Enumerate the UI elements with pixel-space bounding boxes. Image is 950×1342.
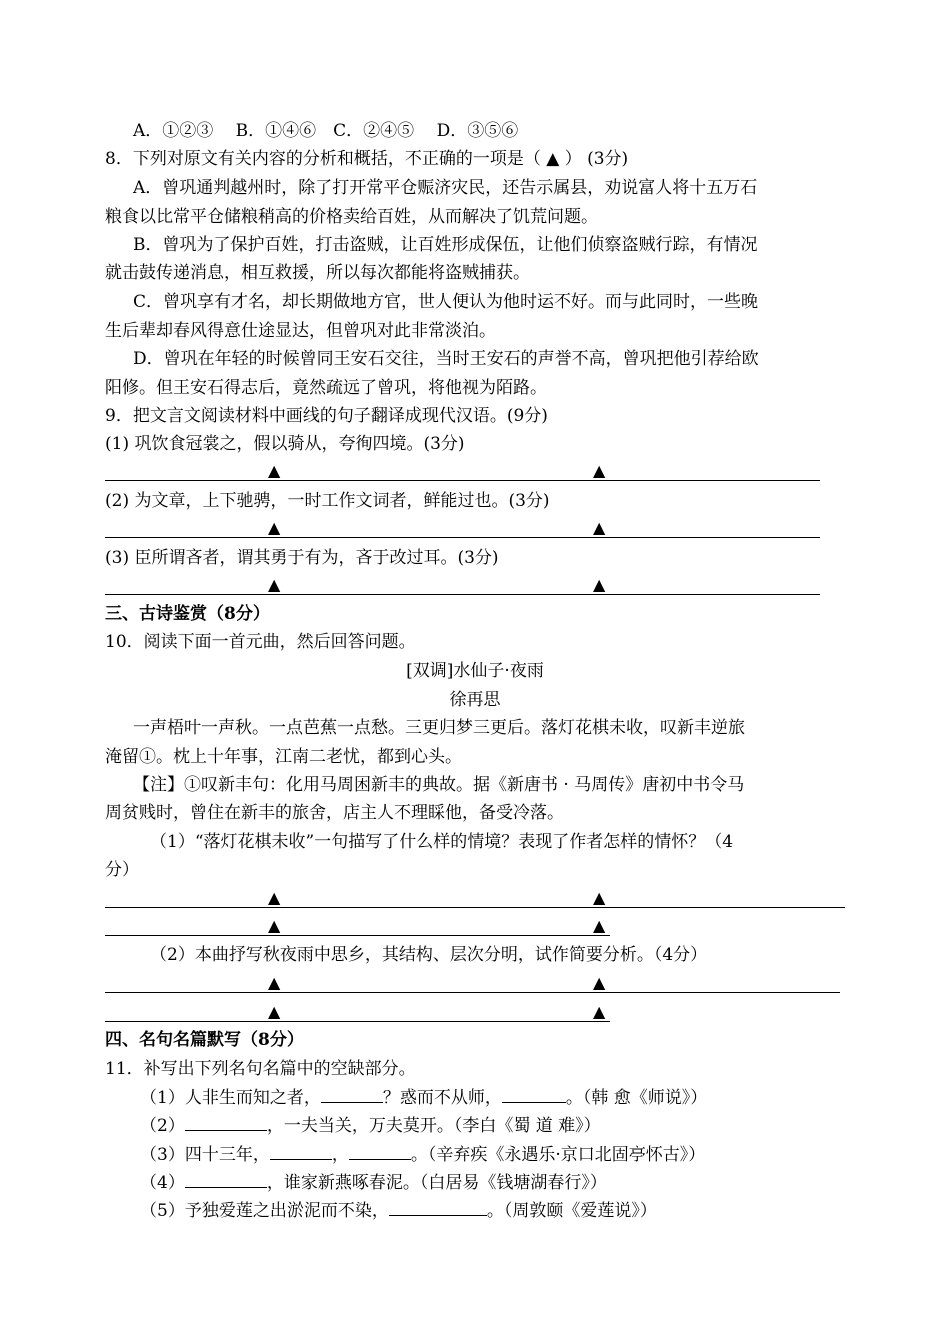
fill-blank[interactable] — [389, 1199, 487, 1216]
section-3-heading: 三、古诗鉴赏（8分） — [105, 604, 270, 624]
answer-line[interactable] — [105, 480, 820, 481]
answer-line[interactable] — [105, 907, 845, 908]
note-line-2: 周贫贱时，曾住在新丰的旅舍，店主人不理睬他，备受冷落。 — [105, 803, 564, 823]
note-line-1: 【注】①叹新丰句：化用马周困新丰的典故。据《新唐书 · 马周传》唐初中书令马 — [133, 775, 745, 795]
fill-blank[interactable] — [349, 1143, 411, 1160]
q11-line-3: （3）四十三年， ， 。（辛弃疾《永遇乐·京口北固亭怀古》） — [140, 1145, 706, 1165]
q8-option-d-line2: 阳修。但王安石得志后，竟然疏远了曾巩，将他视为陌路。 — [105, 378, 547, 398]
section-4-heading: 四、名句名篇默写（8分） — [105, 1030, 304, 1050]
answer-mark: ▲ — [593, 916, 606, 935]
answer-mark: ▲ — [593, 575, 606, 594]
answer-mark: ▲ — [593, 1002, 606, 1021]
answer-mark: ▲ — [268, 575, 281, 594]
q11-line-2: （2） ，一夫当关，万夫莫开。（李白《蜀 道 难》） — [140, 1116, 601, 1136]
q10-sub2: （2）本曲抒写秋夜雨中思乡，其结构、层次分明，试作简要分析。（4分） — [150, 945, 708, 965]
q8-option-b-line1: B．曾巩为了保护百姓，打击盗贼，让百姓形成保伍，让他们侦察盗贼行踪，有情况 — [133, 235, 758, 255]
answer-line[interactable] — [105, 594, 820, 595]
q8-option-c-line2: 生后辈却春风得意仕途显达，但曾巩对此非常淡泊。 — [105, 321, 496, 341]
answer-mark: ▲ — [268, 461, 281, 480]
q9-stem: 9．把文言文阅读材料中画线的句子翻译成现代汉语。(9分) — [105, 406, 548, 426]
answer-line[interactable] — [105, 537, 820, 538]
q8-option-a-line2: 粮食以比常平仓储粮稍高的价格卖给百姓，从而解决了饥荒问题。 — [105, 207, 598, 227]
answer-mark: ▲ — [268, 916, 281, 935]
answer-mark: ▲ — [268, 1002, 281, 1021]
answer-mark: ▲ — [593, 888, 606, 907]
q11-stem: 11．补写出下列名句名篇中的空缺部分。 — [105, 1059, 416, 1079]
q11-line-5: （5）予独爱莲之出淤泥而不染， 。（周敦颐《爱莲说》） — [140, 1201, 657, 1221]
fill-blank[interactable] — [185, 1171, 267, 1188]
q11-line-4: （4） ，谁家新燕啄春泥。（白居易《钱塘湖春行》） — [140, 1173, 607, 1193]
q8-option-d-line1: D．曾巩在年轻的时候曾同王安石交往，当时王安石的声誉不高，曾巩把他引荐给欧 — [133, 349, 759, 369]
q9-sentence-1: (1) 巩饮食冠裳之，假以骑从，夸徇四境。(3分) — [105, 434, 465, 454]
answer-mark: ▲ — [268, 888, 281, 907]
q8-option-a-line1: A．曾巩通判越州时，除了打开常平仓赈济灾民，还告示属县，劝说富人将十五万石 — [133, 178, 758, 198]
q10-sub1-line1: （1）“落灯花棋未收”一句描写了什么样的情境？表现了作者怎样的情怀？（4 — [150, 832, 734, 852]
poem-line-2: 淹留①。枕上十年事，江南二老忧，都到心头。 — [105, 747, 462, 767]
answer-mark: ▲ — [268, 518, 281, 537]
answer-mark: ▲ — [593, 518, 606, 537]
fill-blank[interactable] — [321, 1086, 383, 1103]
q10-stem: 10．阅读下面一首元曲，然后回答问题。 — [105, 632, 416, 652]
q10-sub1-line2: 分） — [105, 860, 139, 880]
q8-option-b-line2: 就击鼓传递消息，相互救援，所以每次都能将盗贼捕获。 — [105, 263, 530, 283]
answer-mark: ▲ — [593, 973, 606, 992]
q9-sentence-3: (3) 臣所谓吝者，谓其勇于有为，吝于改过耳。(3分) — [105, 548, 499, 568]
q7-options: A．①②③ B．①④⑥ C．②④⑤ D．③⑤⑥ — [133, 121, 519, 141]
q8-stem: 8．下列对原文有关内容的分析和概括，不正确的一项是（ ▲ ） (3分) — [105, 149, 629, 169]
q11-line-1: （1）人非生而知之者， ？惑而不从师， 。（韩 愈《师说》） — [140, 1088, 708, 1108]
answer-line[interactable] — [105, 992, 840, 993]
answer-line[interactable] — [105, 1021, 610, 1022]
q9-sentence-2: (2) 为文章，上下驰骋，一时工作文词者，鲜能过也。(3分) — [105, 491, 550, 511]
fill-blank[interactable] — [270, 1143, 332, 1160]
answer-line[interactable] — [105, 935, 610, 936]
fill-blank[interactable] — [185, 1114, 267, 1131]
poem-author: 徐再思 — [449, 690, 501, 710]
poem-title: [双调]水仙子·夜雨 — [406, 661, 544, 681]
poem-line-1: 一声梧叶一声秋。一点芭蕉一点愁。三更归梦三更后。落灯花棋未收，叹新丰逆旅 — [133, 718, 745, 738]
fill-blank[interactable] — [502, 1086, 566, 1103]
answer-mark: ▲ — [593, 461, 606, 480]
q8-option-c-line1: C．曾巩享有才名，却长期做地方官，世人便认为他时运不好。而与此同时，一些晚 — [133, 292, 759, 312]
answer-mark: ▲ — [268, 973, 281, 992]
